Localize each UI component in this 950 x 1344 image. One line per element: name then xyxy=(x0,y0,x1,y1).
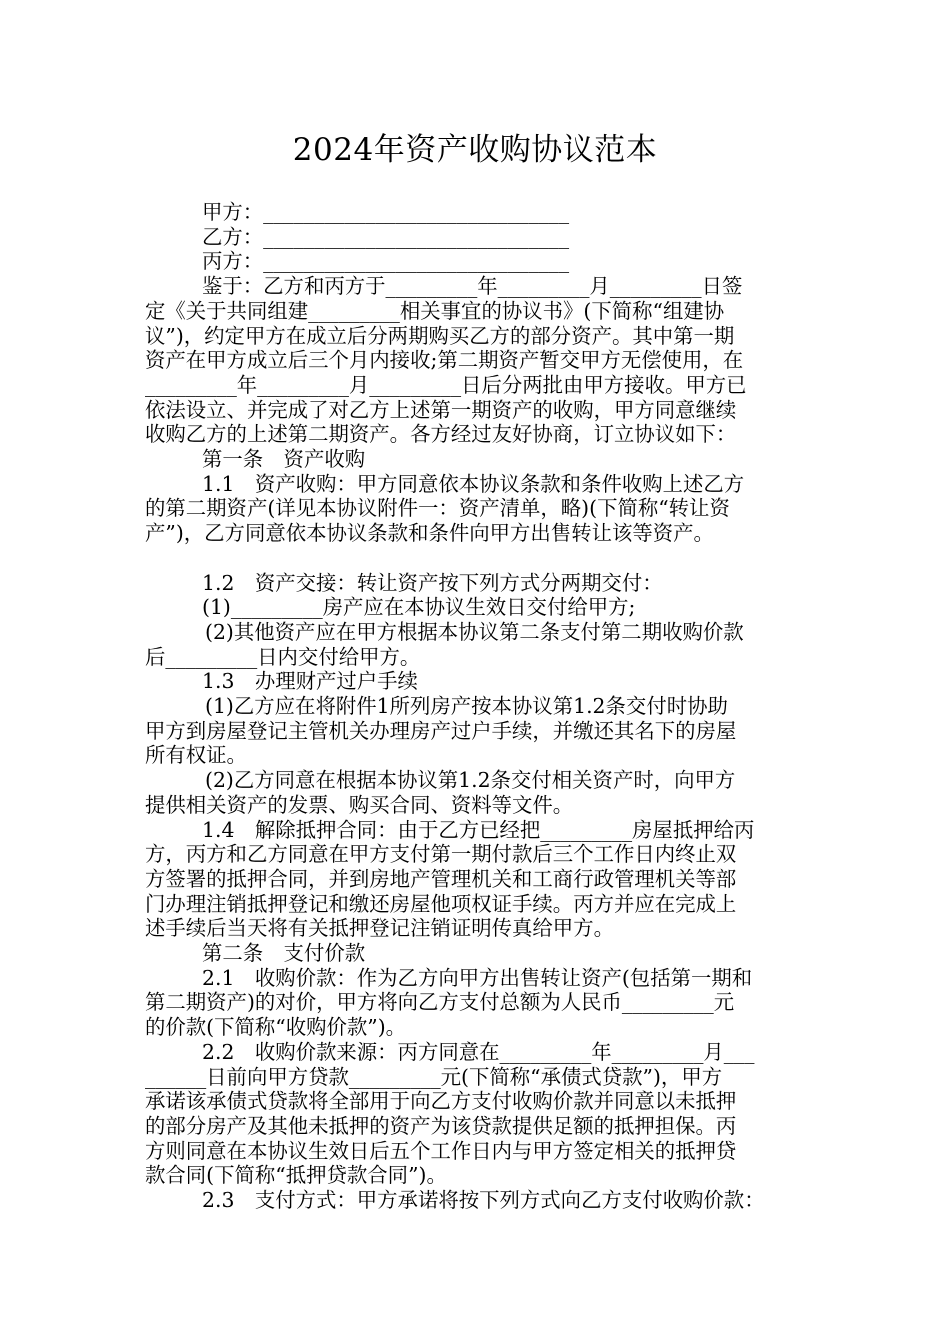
text-line: 2.3 支付方式：甲方承诺将按下列方式向乙方支付收购价款： xyxy=(202,1188,765,1213)
text-line: 提供相关资产的发票、购买合同、资料等文件。 xyxy=(145,792,574,817)
text-line: 的价款(下简称“收购价款”)。 xyxy=(145,1015,407,1040)
document-title: 2024年资产收购协议范本 xyxy=(292,132,658,168)
text-line: 第二期资产)的对价，甲方将向乙方支付总额为人民币_________元 xyxy=(145,990,735,1015)
text-line: 门办理注销抵押登记和缴还房屋他项权证手续。丙方并应在完成上 xyxy=(145,891,737,916)
text-line: ______日前向甲方贷款_________元(下简称“承债式贷款”)，甲方 xyxy=(145,1064,723,1089)
text-line: 的部分房产及其他未抵押的资产为该贷款提供足额的抵押担保。丙 xyxy=(145,1114,737,1138)
text-line: 所有权证。 xyxy=(145,743,247,768)
document-body xyxy=(145,200,807,1213)
text-line: (1)乙方应在将附件1所列房产按本协议第1.2条交付时协助 xyxy=(205,694,728,719)
text-line: 议”)，约定甲方在成立后分两期购买乙方的部分资产。其中第一期 xyxy=(145,323,735,348)
text-line: 1.3 办理财产过户手续 xyxy=(202,669,418,694)
text-line: (2)其他资产应在甲方根据本协议第二条支付第二期收购价款 xyxy=(205,619,744,644)
text-line: 第一条 资产收购 xyxy=(202,447,366,472)
text-line: 款合同(下简称“抵押贷款合同”)。 xyxy=(145,1163,447,1188)
text-line: (1)_________房产应在本协议生效日交付给甲方; xyxy=(202,595,636,620)
text-line: _________年_________月_________日后分两批由甲方接收。甲方已 xyxy=(145,372,747,397)
text-line: 鉴于：乙方和丙方于_________年_________月_________日签 xyxy=(202,274,743,299)
text-line: 丙方：______________________________ xyxy=(202,249,570,274)
text-line: 甲方到房屋登记主管机关办理房产过户手续，并缴还其名下的房屋 xyxy=(145,718,737,743)
text-line: (2)乙方同意在根据本协议第1.2条交付相关资产时，向甲方 xyxy=(205,768,736,793)
text-line: 第二条 支付价款 xyxy=(202,941,366,966)
text-line: 甲方：______________________________ xyxy=(202,200,570,224)
text-line: 1.1 资产收购：甲方同意依本协议条款和条件收购上述乙方 xyxy=(202,471,745,496)
text-line: 1.4 解除抵押合同：由于乙方已经把_________房屋抵押给丙 xyxy=(202,817,755,842)
text-line: 2.1 收购价款：作为乙方向甲方出售转让资产(包括第一期和 xyxy=(202,965,753,990)
text-line: 方签署的抵押合同，并到房地产管理机关和工商行政管理机关等部 xyxy=(145,866,737,891)
text-line: 定《关于共同组建_________相关事宜的协议书》(下简称“组建协 xyxy=(145,298,725,323)
text-line: 资产在甲方成立后三个月内接收;第二期资产暂交甲方无偿使用，在 xyxy=(145,348,744,373)
text-line: 的第二期资产(详见本协议附件一：资产清单，略)(下简称“转让资 xyxy=(145,496,730,521)
text-line: 产”)，乙方同意依本协议条款和条件向甲方出售转让该等资产。 xyxy=(145,521,714,546)
text-line: 2.2 收购价款来源：丙方同意在_________年_________月___ xyxy=(202,1039,755,1064)
text-line: 依法设立、并完成了对乙方上述第一期资产的收购，甲方同意继续 xyxy=(145,397,737,422)
text-line: 承诺该承债式贷款将全部用于向乙方支付收购价款并同意以未抵押 xyxy=(145,1089,737,1114)
blank-line xyxy=(145,546,807,571)
text-line: 方则同意在本协议生效日后五个工作日内与甲方签定相关的抵押贷 xyxy=(145,1138,737,1163)
text-line: 乙方：______________________________ xyxy=(202,224,570,249)
text-line: 收购乙方的上述第二期资产。各方经过友好协商，订立协议如下： xyxy=(145,422,737,447)
text-line: 述手续后当天将有关抵押登记注销证明传真给甲方。 xyxy=(145,916,614,941)
text-line: 1.2 资产交接：转让资产按下列方式分两期交付： xyxy=(202,570,663,595)
text-line: 方，丙方和乙方同意在甲方支付第一期付款后三个工作日内终止双 xyxy=(145,842,737,867)
text-line: 后_________日内交付给甲方。 xyxy=(145,644,421,669)
